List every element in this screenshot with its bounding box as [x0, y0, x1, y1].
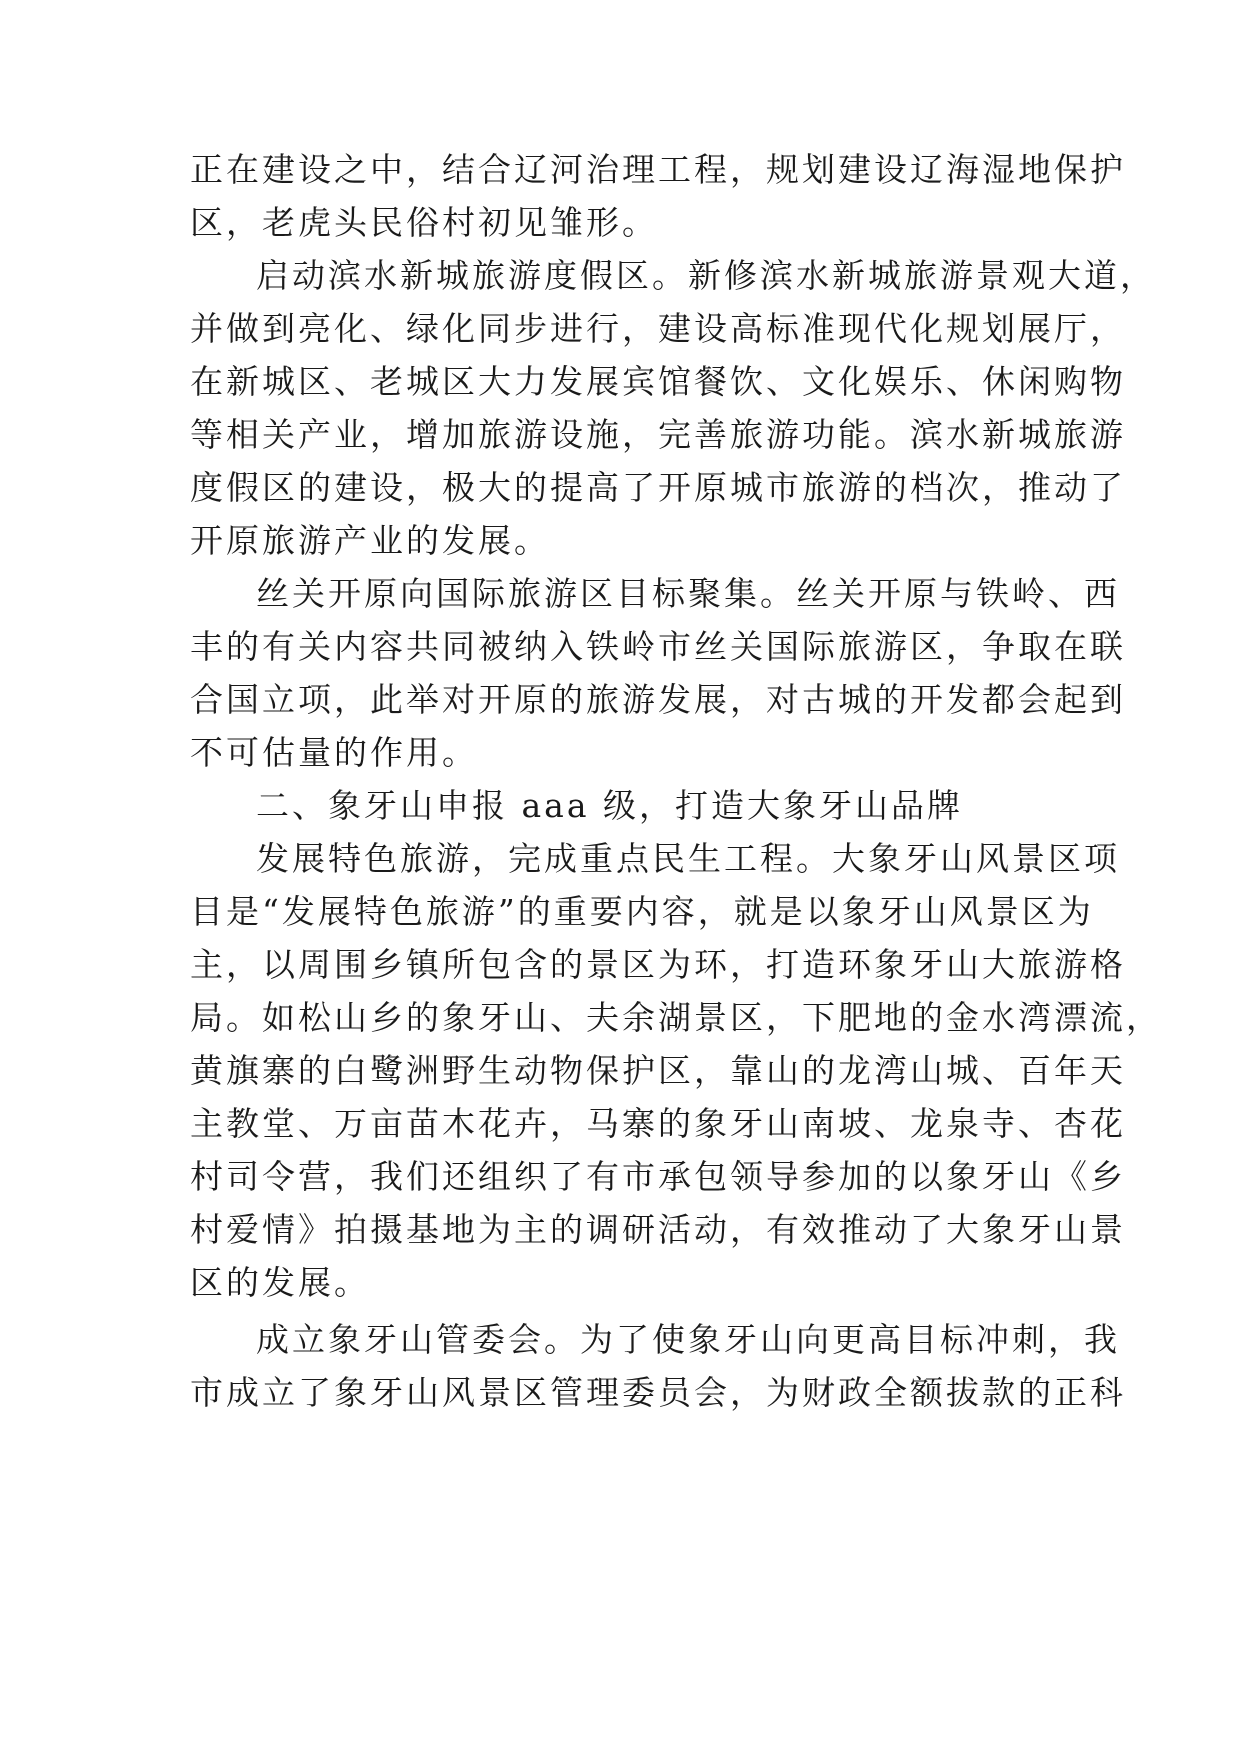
text-line: 正在建设之中，结合辽河治理工程，规划建设辽海湿地保护: [190, 150, 1126, 189]
text-line: 并做到亮化、绿化同步进行，建设高标准现代化规划展厅，: [190, 309, 1126, 348]
text-line: 合国立项，此举对开原的旅游发展，对古城的开发都会起到: [190, 680, 1126, 719]
text-line: 局。如松山乡的象牙山、夫余湖景区，下肥地的金水湾漂流，: [190, 998, 1162, 1037]
paragraph-start-line: 成立象牙山管委会。为了使象牙山向更高目标冲刺，我: [256, 1320, 1120, 1359]
text-line: 丰的有关内容共同被纳入铁岭市丝关国际旅游区，争取在联: [190, 627, 1126, 666]
text-line: 主，以周围乡镇所包含的景区为环，打造环象牙山大旅游格: [190, 945, 1126, 984]
text-line: 在新城区、老城区大力发展宾馆餐饮、文化娱乐、休闲购物: [190, 362, 1126, 401]
text-line: 市成立了象牙山风景区管理委员会，为财政全额拔款的正科: [190, 1373, 1126, 1412]
text-line: 开原旅游产业的发展。: [190, 521, 550, 560]
text-line: 不可估量的作用。: [190, 733, 478, 772]
text-line: 黄旗寨的白鹭洲野生动物保护区，靠山的龙湾山城、百年天: [190, 1051, 1126, 1090]
text-line: 等相关产业，增加旅游设施，完善旅游功能。滨水新城旅游: [190, 415, 1126, 454]
section-heading: 二、象牙山申报 aaa 级，打造大象牙山品牌: [256, 786, 964, 825]
text-line: 区，老虎头民俗村初见雏形。: [190, 203, 658, 242]
text-line: 目是“发展特色旅游”的重要内容，就是以象牙山风景区为: [190, 892, 1094, 931]
text-line: 主教堂、万亩苗木花卉，马寨的象牙山南坡、龙泉寺、杏花: [190, 1104, 1126, 1143]
text-line: 度假区的建设，极大的提高了开原城市旅游的档次，推动了: [190, 468, 1126, 507]
paragraph-start-line: 发展特色旅游，完成重点民生工程。大象牙山风景区项: [256, 839, 1120, 878]
text-line: 区的发展。: [190, 1263, 370, 1302]
text-line: 村爱情》拍摄基地为主的调研活动，有效推动了大象牙山景: [190, 1210, 1126, 1249]
paragraph-start-line: 启动滨水新城旅游度假区。新修滨水新城旅游景观大道，: [256, 256, 1156, 295]
paragraph-start-line: 丝关开原向国际旅游区目标聚集。丝关开原与铁岭、西: [256, 574, 1120, 613]
text-line: 村司令营，我们还组织了有市承包领导参加的以象牙山《乡: [190, 1157, 1126, 1196]
